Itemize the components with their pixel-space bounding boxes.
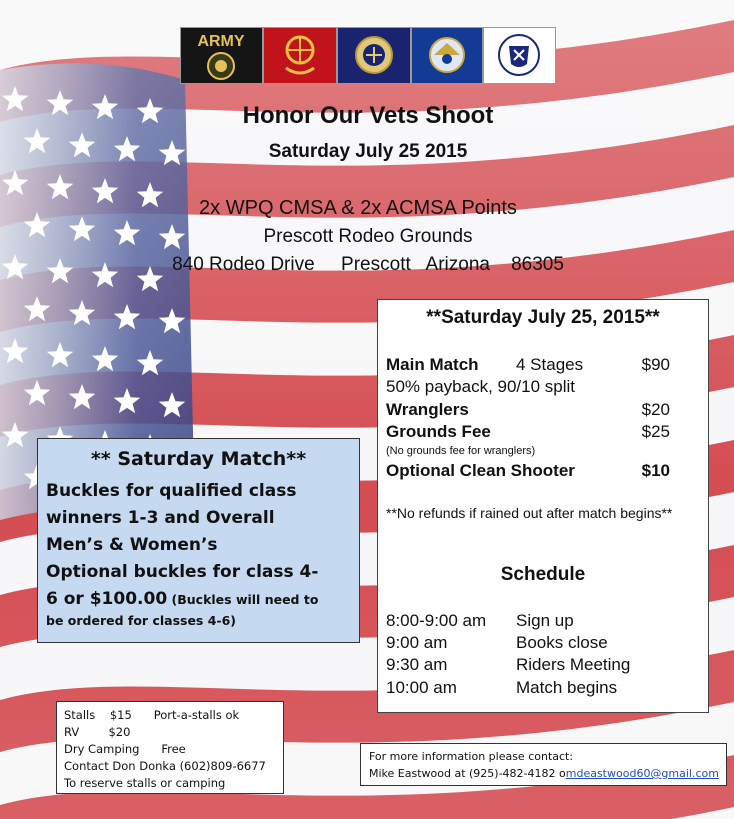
match-line: Optional buckles for class 4- — [46, 562, 319, 582]
schedule-time: 9:00 am — [386, 633, 448, 652]
schedule-time: 10:00 am — [386, 678, 457, 697]
contact-box — [360, 743, 727, 786]
match-line — [46, 589, 318, 609]
clean-shooter-price: $10 — [641, 461, 670, 480]
stalls-line: Stalls $15 Port-a-stalls ok — [64, 708, 240, 722]
pricing-heading: **Saturday July 25, 2015** — [426, 307, 660, 328]
military-emblems-strip — [180, 27, 556, 84]
pricing-schedule-box — [377, 299, 709, 713]
event-date: Saturday July 25 2015 — [268, 141, 468, 162]
event-points: 2x WPQ CMSA & 2x ACMSA Points — [199, 197, 517, 219]
event-venue: Prescott Rodeo Grounds — [263, 226, 473, 247]
payback-text: 50% payback, 90/10 split — [386, 377, 576, 396]
grounds-fee-label: Grounds Fee — [386, 422, 491, 441]
stalls-line: To reserve stalls or camping — [64, 776, 226, 790]
coast-guard-emblem-icon — [483, 27, 556, 84]
svg-text:ARMY: ARMY — [197, 33, 245, 50]
schedule-event: Sign up — [516, 611, 574, 630]
schedule-time: 8:00-9:00 am — [386, 611, 487, 630]
main-match-label: Main Match — [386, 355, 479, 374]
contact-text: Mike Eastwood at (925)-482-4182 o — [369, 767, 566, 780]
stalls-line: Contact Don Donka (602)809-6677 — [64, 759, 266, 773]
stalls-info-box — [56, 701, 284, 794]
clean-shooter-label: Optional Clean Shooter — [386, 461, 575, 480]
match-line: be ordered for classes 4-6) — [46, 613, 237, 628]
schedule-time: 9:30 am — [386, 655, 448, 674]
stalls-line: Dry Camping Free — [64, 742, 186, 756]
army-emblem-icon — [180, 27, 263, 84]
stalls-line: RV $20 — [64, 725, 131, 739]
match-price-text: 6 or $100.00 — [46, 589, 168, 609]
schedule-event: Riders Meeting — [516, 655, 631, 674]
event-title: Honor Our Vets Shoot — [242, 102, 494, 129]
wranglers-label: Wranglers — [386, 400, 469, 419]
wranglers-price: $20 — [641, 400, 670, 419]
schedule-heading: Schedule — [500, 564, 586, 585]
match-note-text: (Buckles will need to — [167, 592, 319, 607]
match-line: Men’s & Women’s — [46, 535, 218, 555]
air-force-emblem-icon — [411, 27, 483, 84]
grounds-fee-price: $25 — [641, 422, 670, 441]
contact-email-link[interactable]: mdeastwood60@gmail.com — [565, 767, 719, 780]
schedule-event: Match begins — [516, 678, 618, 697]
refund-note: **No refunds if rained out after match begins** — [386, 505, 673, 521]
match-line: winners 1-3 and Overall — [46, 508, 275, 528]
saturday-match-box — [37, 438, 360, 643]
navy-emblem-icon — [337, 27, 411, 84]
grounds-fee-note: (No grounds fee for wranglers) — [386, 445, 536, 457]
event-address: 840 Rodeo Drive Prescott Arizona 86305 — [172, 254, 564, 275]
match-line: Buckles for qualified class — [46, 481, 297, 501]
main-match-price: $90 — [641, 355, 670, 374]
contact-line — [369, 767, 719, 780]
marines-emblem-icon — [263, 27, 337, 84]
match-heading: ** Saturday Match** — [90, 448, 307, 470]
contact-heading: For more information please contact: — [369, 750, 574, 763]
schedule-event: Books close — [516, 633, 608, 652]
main-match-stages: 4 Stages — [516, 355, 584, 374]
